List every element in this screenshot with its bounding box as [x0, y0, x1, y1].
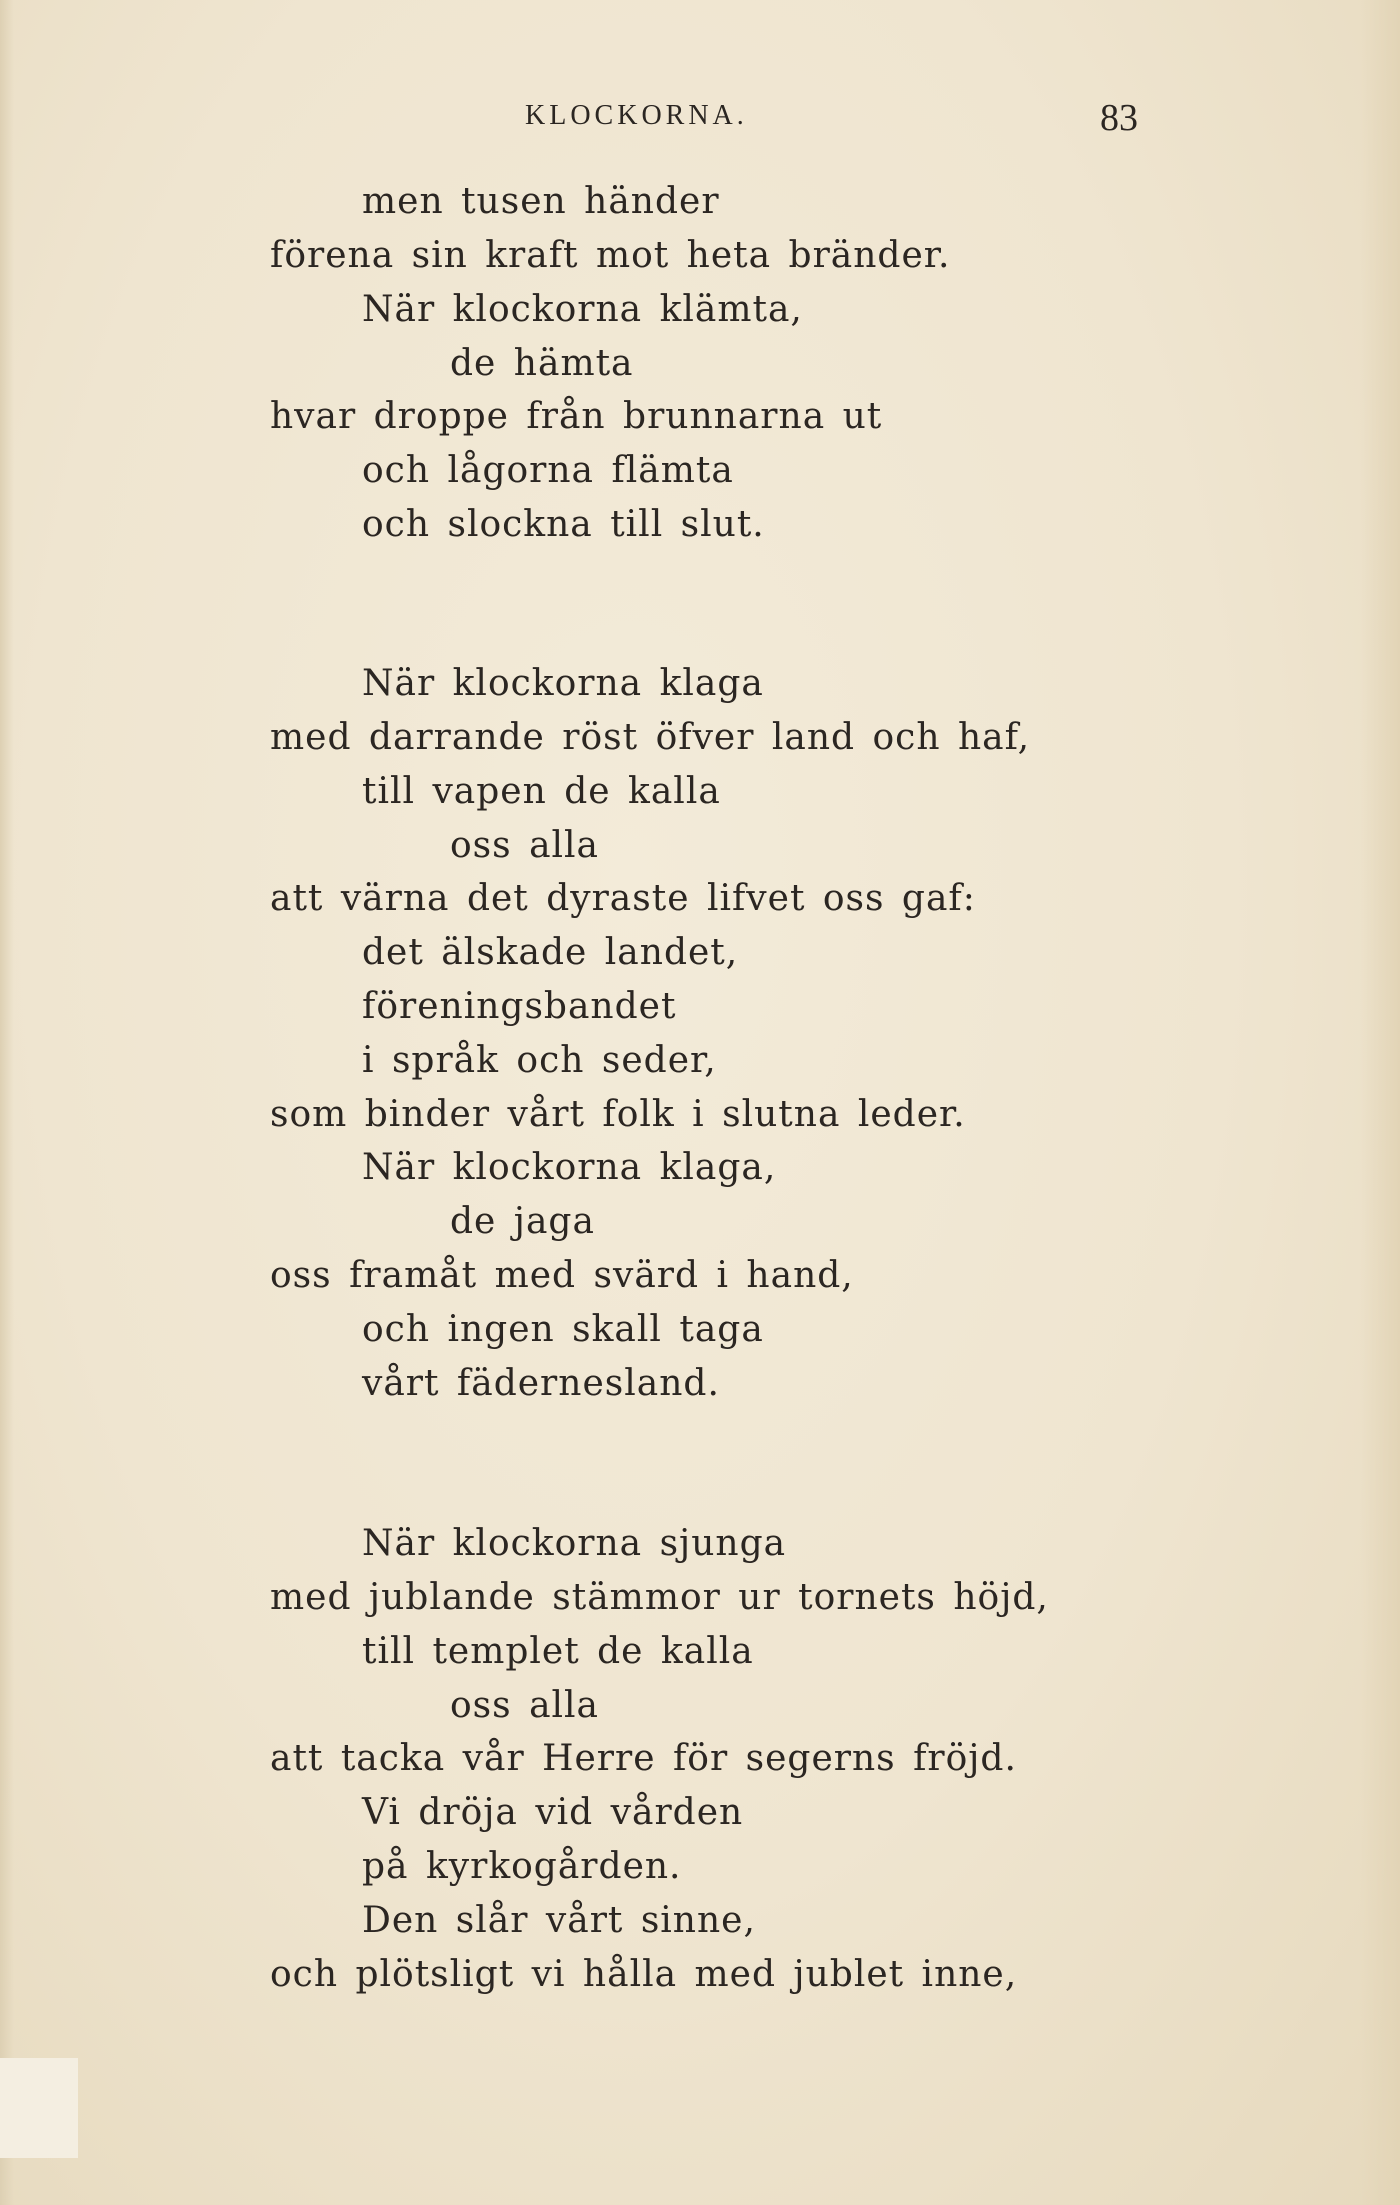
- poem-line: hvar droppe från brunnarna ut: [270, 396, 883, 437]
- poem-line: till vapen de kalla: [362, 771, 721, 812]
- page-edge-right: [1360, 0, 1400, 2205]
- poem-line: När klockorna klaga: [362, 663, 764, 704]
- poem-line: att tacka vår Herre för segerns fröjd.: [270, 1738, 1017, 1779]
- page-edge-left: [0, 0, 14, 2205]
- poem-line: oss alla: [450, 825, 600, 866]
- poem-line: När klockorna sjunga: [362, 1523, 787, 1564]
- poem-line: med jublande stämmor ur tornets höjd,: [270, 1577, 1049, 1618]
- running-title: KLOCKORNA.: [525, 100, 748, 131]
- poem-line: vårt fädernesland.: [362, 1363, 720, 1404]
- poem-line: och ingen skall taga: [362, 1309, 764, 1350]
- poem-line: till templet de kalla: [362, 1631, 754, 1672]
- poem-line: det älskade landet,: [362, 932, 739, 973]
- poem-line: men tusen händer: [362, 181, 720, 222]
- poem-line: som binder vårt folk i slutna leder.: [270, 1094, 966, 1135]
- poem-line: föreningsbandet: [362, 986, 677, 1027]
- poem-line: de jaga: [450, 1201, 595, 1242]
- poem-line: de hämta: [450, 343, 634, 384]
- poem-line: oss alla: [450, 1685, 600, 1726]
- poem-line: förena sin kraft mot heta bränder.: [270, 235, 951, 276]
- poem-line: och slockna till slut.: [362, 504, 765, 545]
- paper-patch: [0, 2058, 78, 2158]
- poem-line: När klockorna klämta,: [362, 289, 803, 330]
- poem-line: med darrande röst öfver land och haf,: [270, 717, 1031, 758]
- poem-line: i språk och seder,: [362, 1040, 717, 1081]
- poem-line: När klockorna klaga,: [362, 1147, 777, 1188]
- poem-line: och plötsligt vi hålla med jublet inne,: [270, 1954, 1018, 1995]
- page-number: 83: [1100, 97, 1138, 139]
- poem-line: Vi dröja vid vården: [362, 1792, 744, 1833]
- poem-line: på kyrkogården.: [362, 1846, 682, 1887]
- poem-line: oss framåt med svärd i hand,: [270, 1255, 854, 1296]
- poem-line: och lågorna flämta: [362, 450, 734, 491]
- poem-line: Den slår vårt sinne,: [362, 1900, 756, 1941]
- poem-line: att värna det dyraste lifvet oss gaf:: [270, 878, 976, 919]
